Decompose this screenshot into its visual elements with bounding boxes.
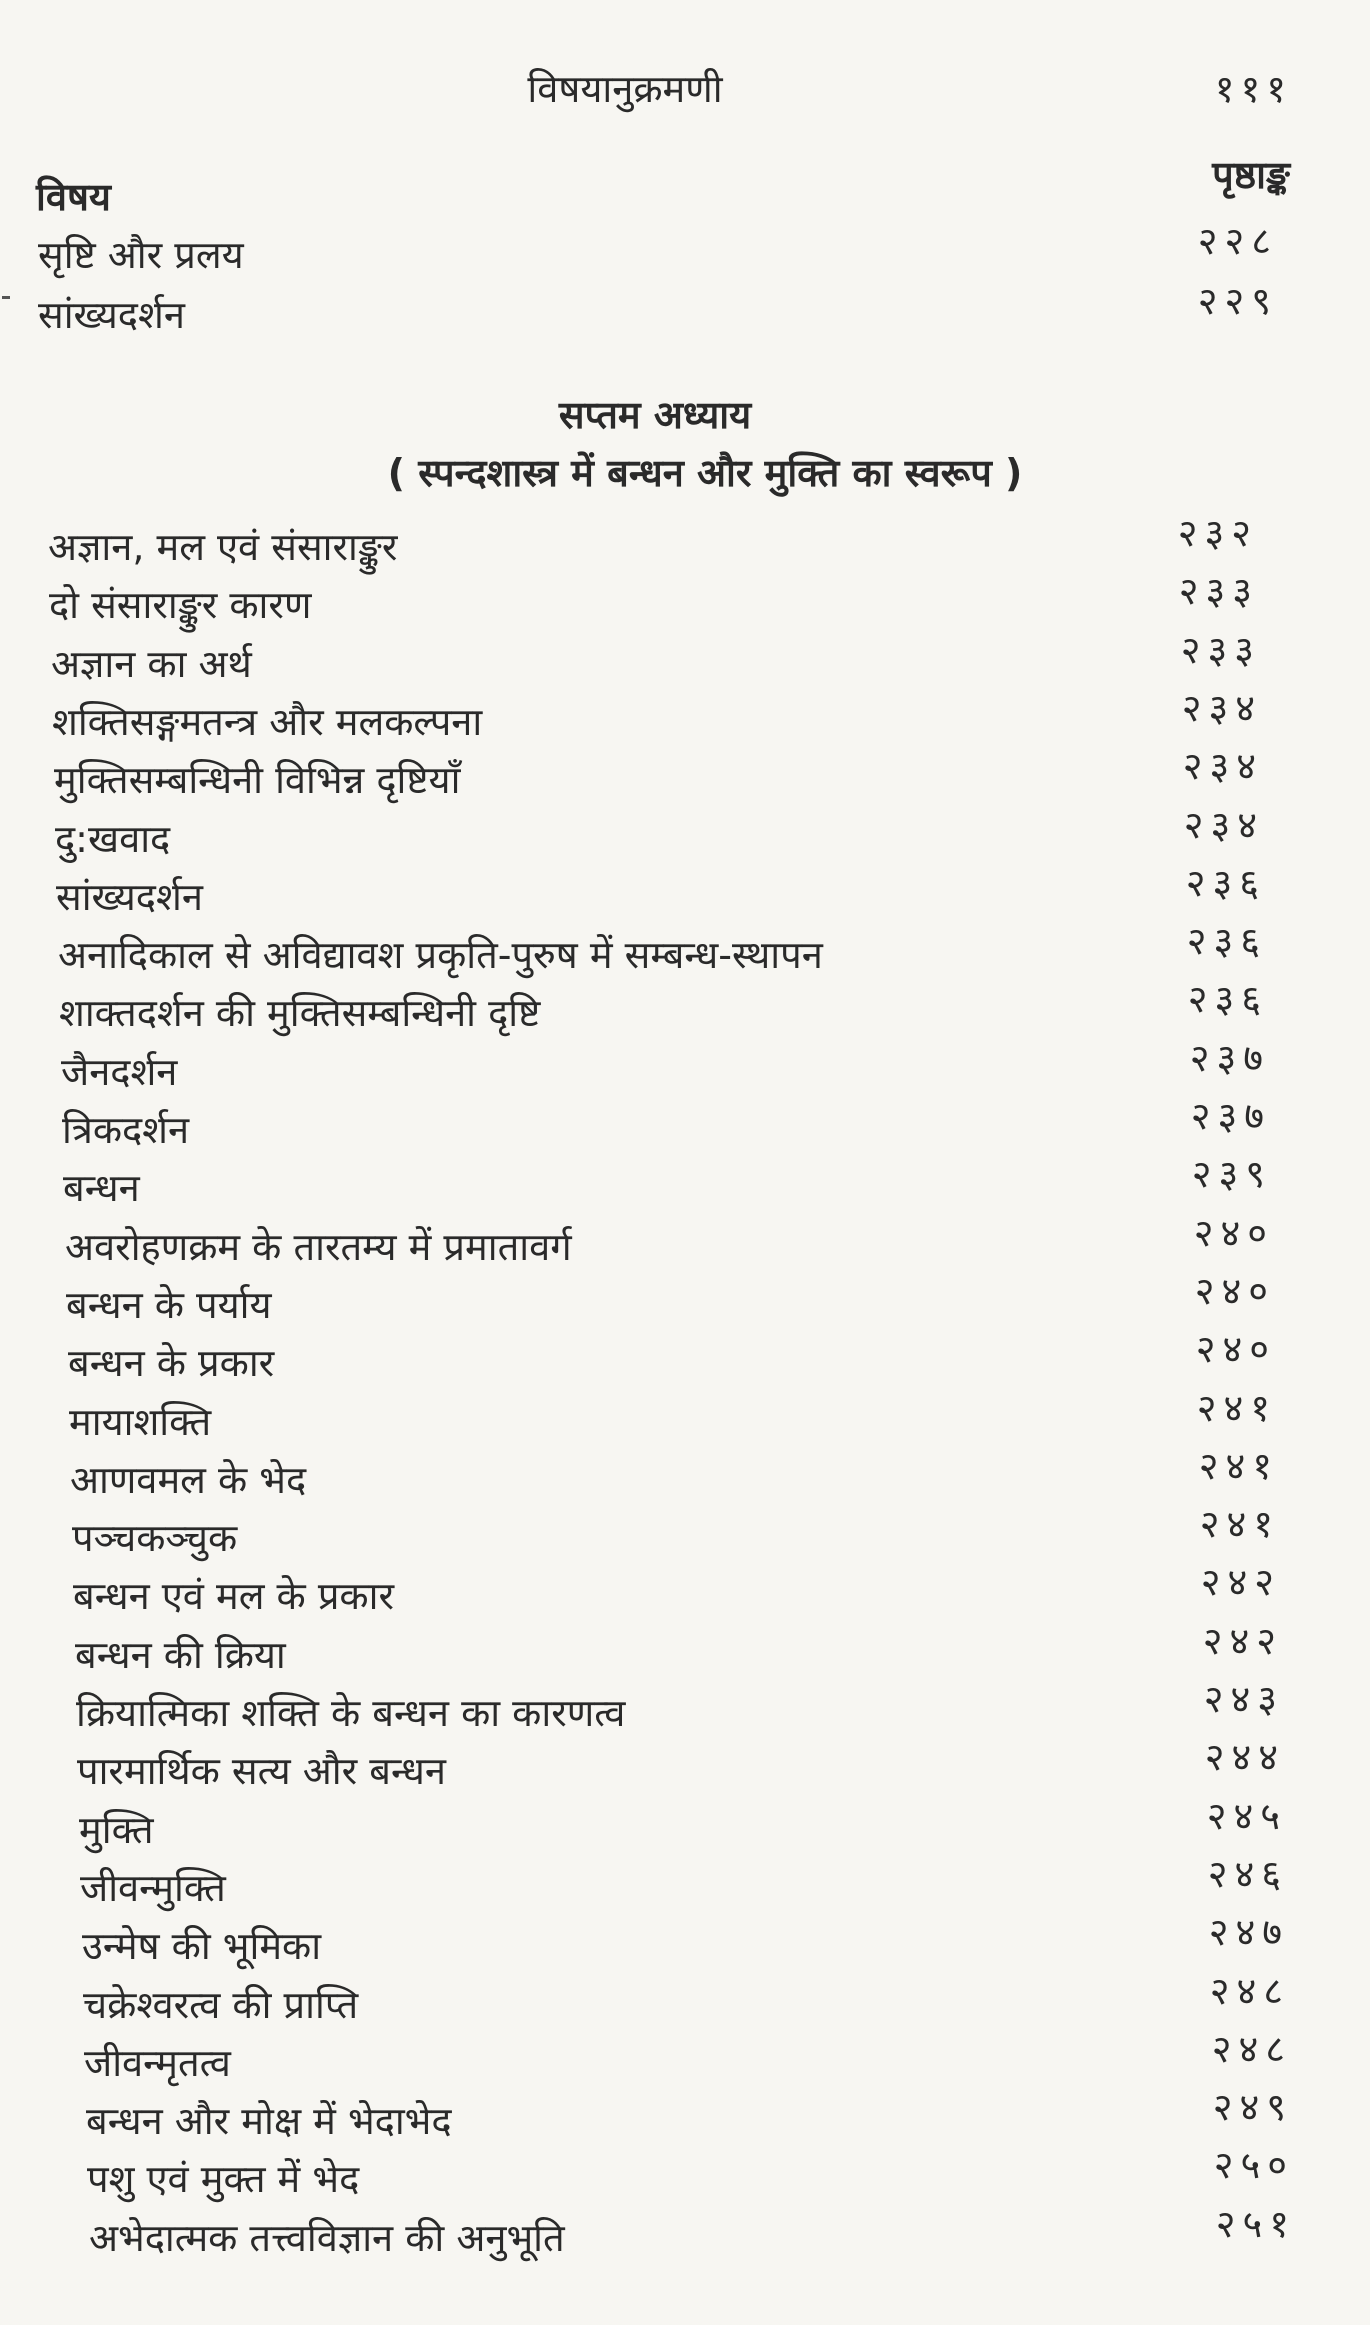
toc-entry-topic: जीवन्मृतत्व	[84, 2041, 231, 2085]
toc-entry-topic: आणवमल के भेद	[70, 1458, 307, 1502]
toc-entry-topic: मुक्ति	[79, 1808, 154, 1852]
toc-entry-page: २४१	[1199, 1502, 1280, 1546]
toc-entry-page: २३४	[1182, 744, 1263, 788]
toc-entry-page: २२८	[1197, 219, 1278, 263]
toc-entry-page: २३४	[1181, 686, 1262, 730]
toc-entry-page: २४८	[1209, 1969, 1290, 2013]
toc-entry-page: २३३	[1180, 628, 1261, 672]
toc-entry-page: २४२	[1202, 1619, 1283, 1663]
toc-entry-page: २४५	[1206, 1794, 1287, 1838]
toc-entry-page: २२९	[1197, 279, 1278, 323]
margin-mark	[2, 296, 10, 299]
toc-entry-page: २५०	[1213, 2143, 1294, 2187]
toc-entry-topic: बन्धन के प्रकार	[68, 1341, 275, 1385]
page-column-heading: पृष्ठाङ्क	[1212, 153, 1290, 197]
toc-entry-topic: उन्मेष की भूमिका	[82, 1924, 322, 1968]
toc-entry-page: २४३	[1203, 1677, 1284, 1721]
chapter-subtitle: ( स्पन्दशास्त्र में बन्धन और मुक्ति का स्वरूप )	[387, 451, 1023, 495]
toc-entry-page: २३७	[1190, 1094, 1271, 1138]
toc-entry-page: २४४	[1204, 1735, 1285, 1779]
toc-entry-topic: अज्ञान का अर्थ	[51, 642, 252, 686]
toc-entry-topic: बन्धन	[63, 1166, 140, 1210]
toc-entry-page: २४६	[1207, 1852, 1288, 1896]
toc-entry-topic: चक्रेश्वरत्व की प्राप्ति	[83, 1983, 359, 2027]
toc-entry-topic: दो संसाराङ्कुर कारण	[49, 583, 312, 627]
toc-entry-page: २४९	[1212, 2085, 1293, 2129]
toc-entry-topic: बन्धन की क्रिया	[75, 1633, 286, 1677]
topic-column-heading: विषय	[36, 175, 111, 219]
toc-entry-page: २३७	[1189, 1036, 1270, 1080]
toc-entry-topic: सृष्टि और प्रलय	[38, 233, 244, 277]
toc-entry-topic: अभेदात्मक तत्त्वविज्ञान की अनुभूति	[89, 2216, 565, 2260]
toc-entry-topic: पञ्चकञ्चुक	[72, 1516, 238, 1560]
page-header-number: १११	[1214, 67, 1292, 111]
toc-entry-page: २३९	[1191, 1152, 1272, 1196]
toc-entry-topic: बन्धन और मोक्ष में भेदाभेद	[86, 2099, 452, 2143]
toc-entry-topic: पशु एवं मुक्त में भेद	[87, 2157, 360, 2201]
toc-entry-page: २३२	[1177, 511, 1258, 555]
toc-entry-topic: मायाशक्ति	[69, 1400, 212, 1444]
toc-entry-page: २३६	[1187, 977, 1268, 1021]
toc-entry-page: २३६	[1185, 861, 1266, 905]
toc-entry-topic: मुक्तिसम्बन्धिनी विभिन्न दृष्टियाँ	[54, 758, 461, 802]
toc-entry-page: २४७	[1208, 1910, 1289, 1954]
toc-entry-page: २३४	[1183, 803, 1264, 847]
toc-entry-page: २४०	[1193, 1211, 1274, 1255]
toc-entry-page: २३६	[1186, 919, 1267, 963]
toc-entry-topic: त्रिकदर्शन	[62, 1108, 190, 1152]
toc-entry-page: २४१	[1196, 1386, 1277, 1430]
toc-entry-topic: सांख्यदर्शन	[56, 875, 203, 919]
toc-entry-topic: क्रियात्मिका शक्ति के बन्धन का कारणत्व	[76, 1691, 626, 1735]
toc-entry-topic: बन्धन के पर्याय	[66, 1283, 272, 1327]
toc-entry-topic: अवरोहणक्रम के तारतम्य में प्रमातावर्ग	[65, 1225, 572, 1269]
toc-entry-page: २४८	[1211, 2027, 1292, 2071]
toc-entry-topic: जीवन्मुक्ति	[80, 1866, 226, 1910]
toc-entry-page: २५१	[1215, 2202, 1296, 2246]
toc-entry-topic: सांख्यदर्शन	[38, 293, 185, 337]
page-header-title: विषयानुक्रमणी	[527, 67, 723, 111]
toc-entry-page: २४२	[1200, 1560, 1281, 1604]
toc-entry-page: २४०	[1195, 1327, 1276, 1371]
toc-entry-topic: दु:खवाद	[55, 817, 171, 861]
toc-entry-topic: शक्तिसङ्गमतन्त्र और मलकल्पना	[52, 700, 483, 744]
toc-entry-topic: अनादिकाल से अविद्यावश प्रकृति-पुरुष में सम्बन्ध-स्थापन	[58, 933, 823, 977]
toc-entry-topic: अज्ञान, मल एवं संसाराङ्कुर	[48, 525, 398, 569]
toc-entry-topic: जैनदर्शन	[61, 1050, 178, 1094]
toc-entry-page: २४१	[1198, 1444, 1279, 1488]
toc-entry-topic: पारमार्थिक सत्य और बन्धन	[77, 1749, 446, 1793]
toc-entry-topic: बन्धन एवं मल के प्रकार	[73, 1574, 395, 1618]
toc-entry-page: २३३	[1178, 569, 1259, 613]
chapter-title: सप्तम अध्याय	[558, 393, 752, 437]
toc-entry-topic: शाक्तदर्शन की मुक्तिसम्बन्धिनी दृष्टि	[59, 991, 541, 1035]
toc-entry-page: २४०	[1194, 1269, 1275, 1313]
